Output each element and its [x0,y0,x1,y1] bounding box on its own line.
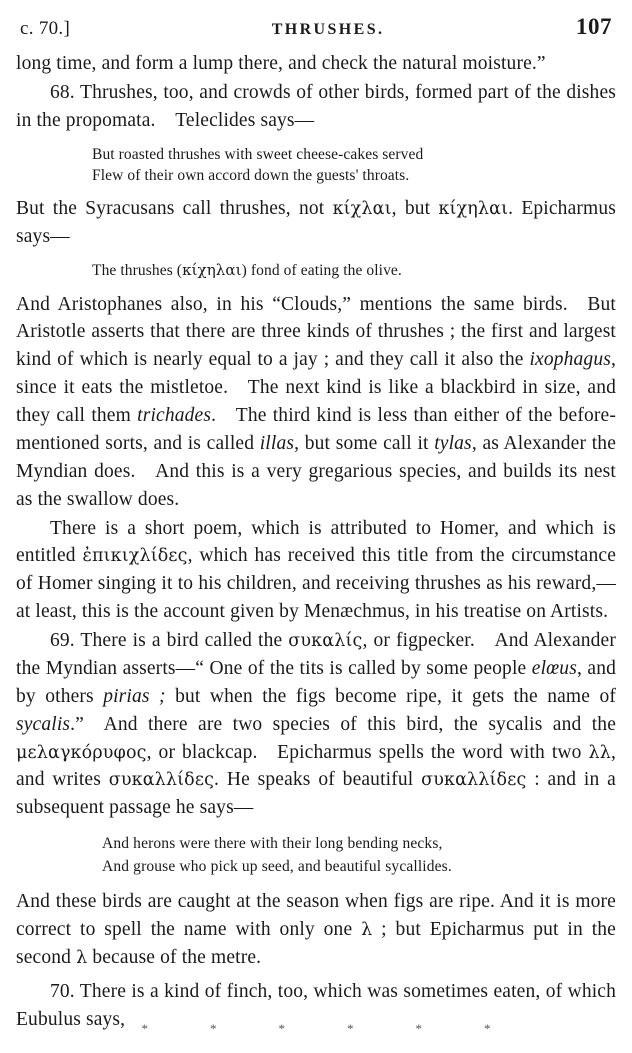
text-run: There is a short poem, which is attributed to Homer, and which is entitled [16,517,616,567]
asterisk-mark: * [415,1021,422,1036]
greek-term: συκαλίς [288,631,363,651]
greek-term: κίχηλαι [182,261,242,280]
greek-term: κίχλαι [332,199,392,220]
greek-term: ἐπικιχλίδες [82,546,188,567]
verse-line: But roasted thrushes with sweet cheese-cakes served [92,145,424,163]
text-run: 69. There is a bird called the [50,630,289,651]
asterisk-mark: * [278,1021,285,1036]
verse-line: Flew of their own accord down the guests' throats. [92,167,410,184]
text-run: : and in a subsequent passage he says— [16,769,616,819]
text-run: But the Syracusans call thrushes, not [16,198,333,220]
text-run: , which has received this title from the circumstance of Homer singing it to his children, and receiving thrushes as his reward,—at least, this is the account given by Menæchmus, in his treatise on Artists. [16,545,616,623]
paragraph-aristophanes [16,291,616,514]
italic-term: elœus [531,657,577,679]
text-run: . Epicharmus says— [16,198,616,248]
paragraph-homer-poem [16,515,616,627]
text-run: .” And there are two species of this bird, the sycalis and the [70,713,616,735]
paragraph-70: 70. There is a kind of finch, too, which was sometimes eaten, of which Eubulus says, [16,980,616,1030]
header-chapter-ref: c. 70.] [20,18,71,39]
text-run: . The third kind is less than either of the before-mentioned sorts, and is called [16,405,616,454]
text-run: , as Alexander the Myndian does. And this is a very gregarious species, and builds its nest as the swallow does. [16,432,616,510]
text-run: And Aristophanes also, in his “Clouds,” mentions the same birds. But Aristotle asserts that there are three kinds of thrushes ; the first and largest kind of which is nearly equal to a jay ; and they call it also the [16,293,616,371]
italic-term: sycalis [16,713,71,735]
page-body [16,50,616,1033]
verse-line: And herons were there with their long bending necks, [102,835,443,853]
page-header [16,14,616,40]
paragraph-figs [16,888,616,972]
paragraph-syracusans [16,195,616,251]
text-run: The thrushes ( [92,262,183,280]
verse-quote-3 [16,833,616,878]
greek-term: λ [361,919,373,940]
text-run: , and writes [16,741,616,791]
greek-term: λλ [588,742,611,763]
greek-term: συκαλλίδες [108,770,215,791]
verse-line: And grouse who pick up seed, and beautiful sycallides. [102,857,452,875]
text-run: , or figpecker. And Alexander the Myndian asserts—“ One of the tits is called by some people [16,630,616,679]
footnote-asterisk-row [0,1021,632,1037]
text-run: And these birds are caught at the season when figs are ripe. And it is more correct to spell the name with only one [16,891,616,940]
italic-term: pirias ; [103,685,166,707]
greek-term: συκαλλίδες [421,770,527,791]
paragraph-continued: long time, and form a lump there, and check the natural moisture.” [16,53,546,74]
header-running-title: THRUSHES. [271,21,385,38]
verse-quote-2 [16,260,616,281]
text-run: , or blackcap. Epicharmus spells the word with two [146,741,589,763]
text-run: , since it eats the mistletoe. The next kind is like a blackbird in size, and they call them [16,349,616,426]
text-run: ) fond of eating the olive. [241,262,402,280]
text-run: . He speaks of beautiful [214,769,422,791]
asterisk-mark: * [141,1021,148,1036]
greek-term: κίχηλαι [438,199,509,220]
italic-term: illas [259,432,295,454]
greek-term: λ [76,947,88,968]
paragraph-68: 68. Thrushes, too, and crowds of other birds, formed part of the dishes in the propomata. Teleclides says— [16,81,616,131]
text-run: but when the figs become ripe, it gets the name of [165,685,616,707]
text-run: because of the metre. [87,946,262,968]
verse-quote-1 [16,144,616,187]
paragraph-69 [16,627,616,822]
text-run: , but [391,198,439,220]
greek-term: μελαγκόρυφος [16,742,147,763]
asterisk-mark: * [347,1021,354,1036]
italic-term: tylas [434,432,472,454]
asterisk-mark: * [484,1021,491,1036]
page-number: 107 [576,14,612,39]
text-run: ; but Epicharmus put in the second [16,918,616,968]
italic-term: ixophagus [529,349,611,371]
asterisk-mark: * [210,1021,217,1036]
italic-term: trichades [137,405,212,426]
text-run: , but some call it [294,432,435,454]
text-run: , and by others [16,657,616,707]
